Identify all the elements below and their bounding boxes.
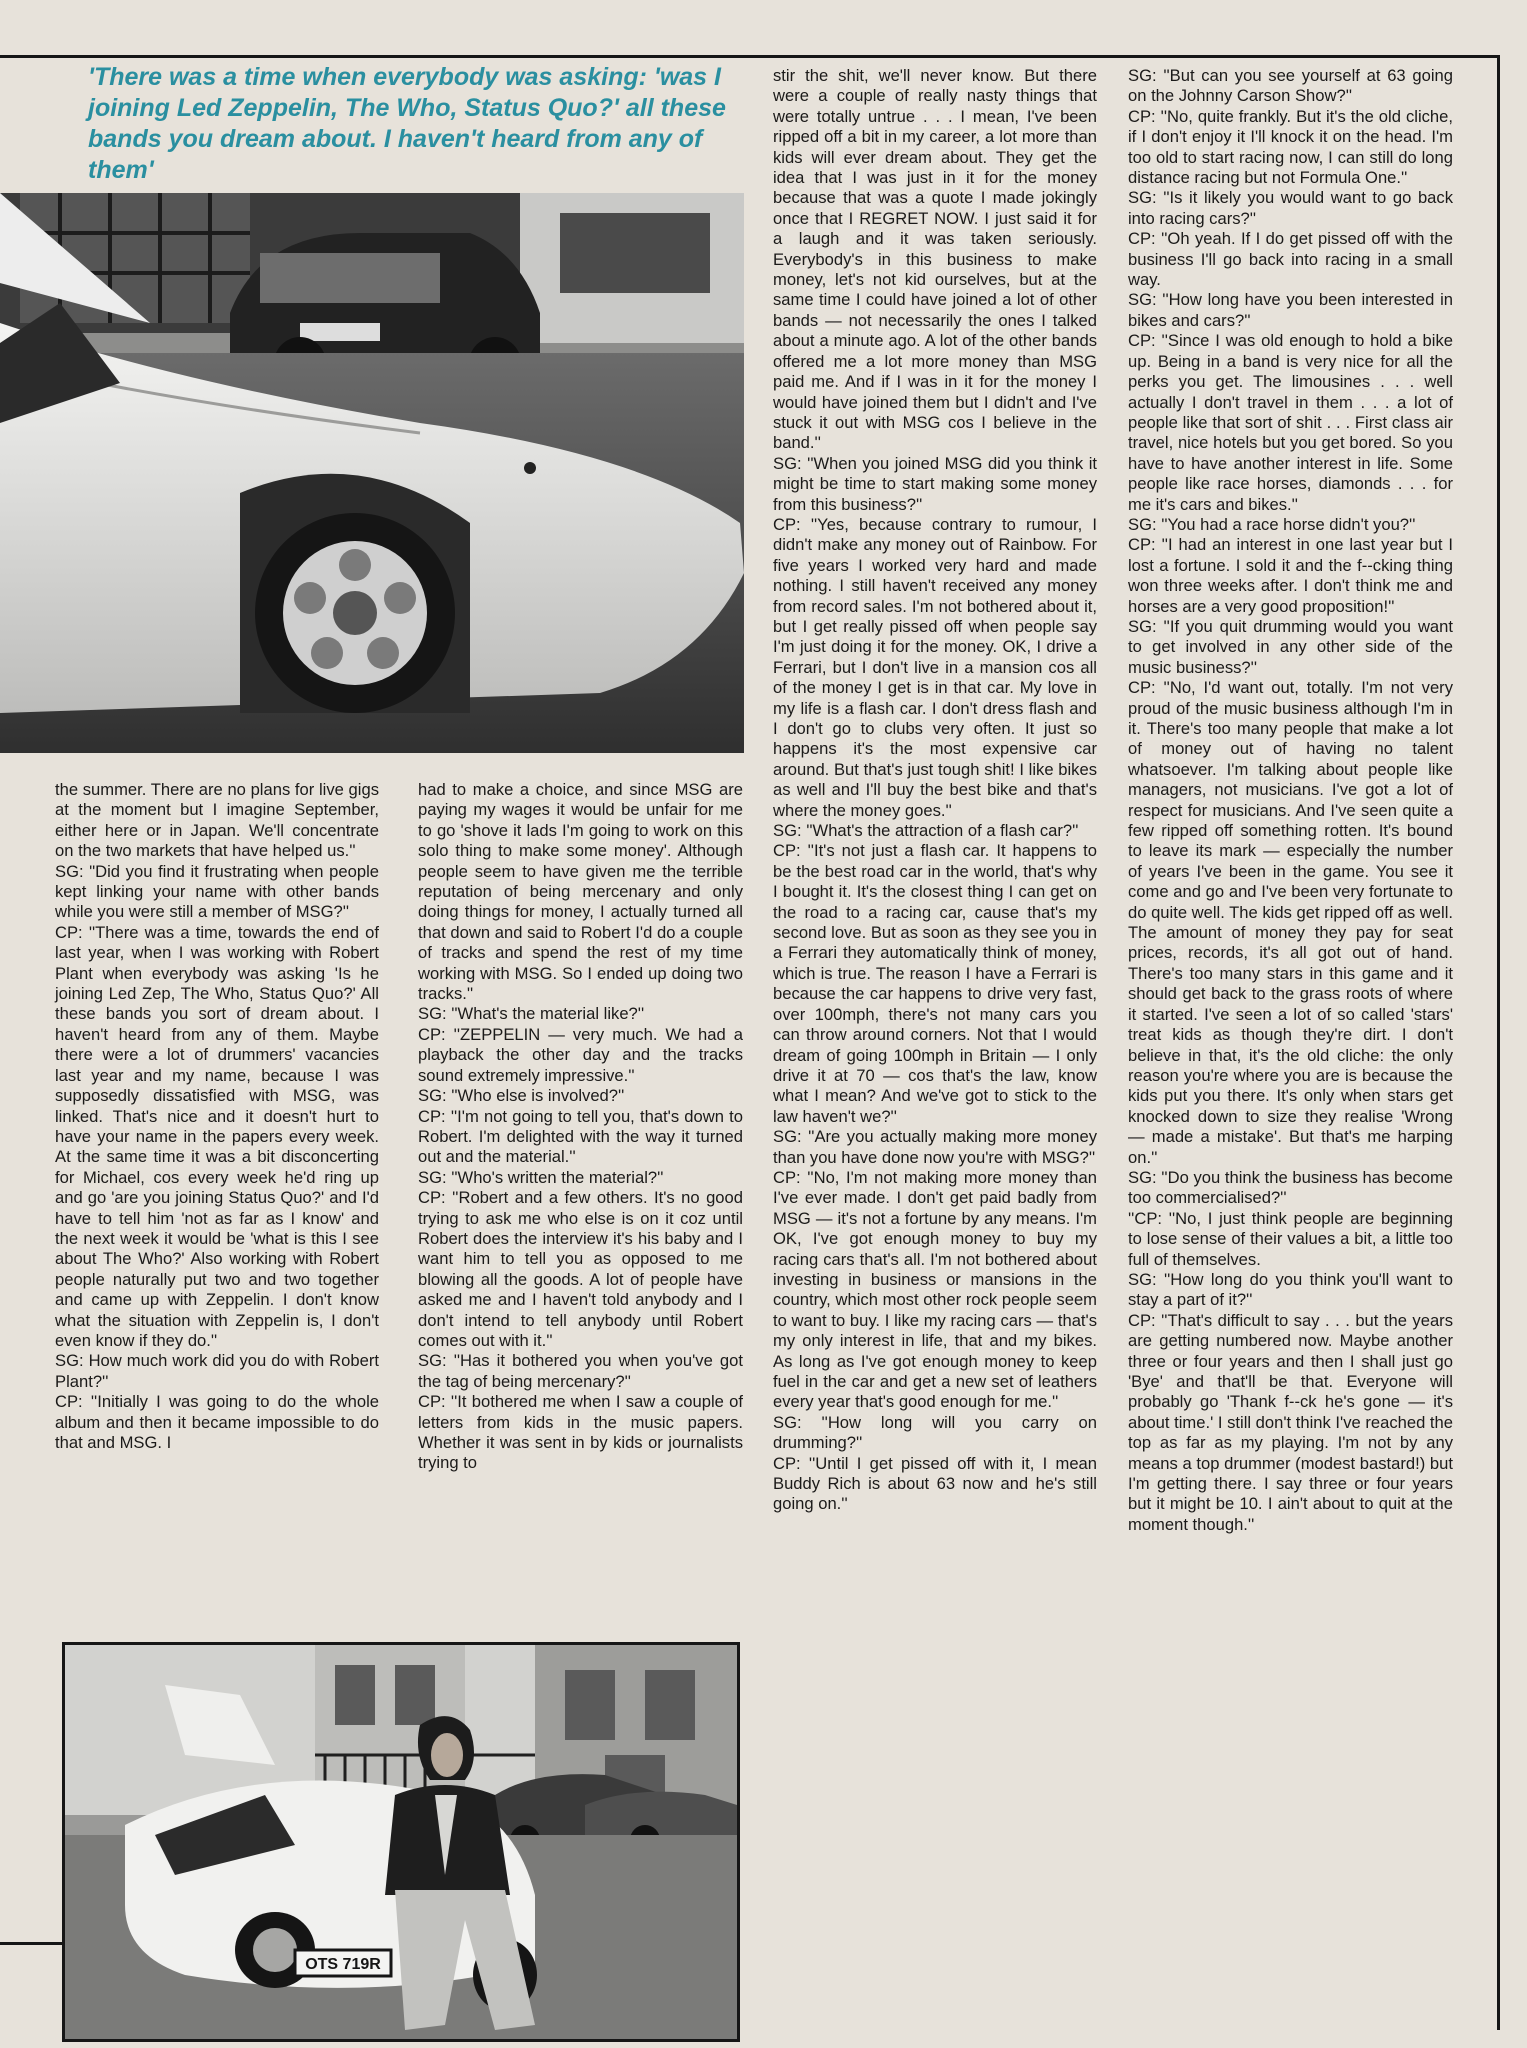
- paragraph: CP: ''Oh yeah. If I do get pissed off with the business I'll go back into racing in a small way.: [1128, 229, 1453, 290]
- paragraph: CP: ''I had an interest in one last year but I lost a fortune. I sold it and the f--cking thing won three weeks after. I don't think me and horses are a very good proposition!'': [1128, 535, 1453, 616]
- paragraph: SG: How much work did you do with Robert Plant?'': [55, 1351, 379, 1391]
- paragraph: SG: ''But can you see yourself at 63 going on the Johnny Carson Show?'': [1128, 66, 1453, 106]
- article-column-3: [773, 66, 1097, 1515]
- frame-rule-right: [1497, 55, 1500, 2030]
- paragraph: SG: ''Who's written the material?'': [418, 1167, 664, 1187]
- paragraph: CP: ''Initially I was going to do the whole album and then it became impossible to do that and MSG. I: [55, 1392, 379, 1452]
- pull-quote: 'There was a time when everybody was asking: 'was I joining Led Zeppelin, The Who, Status Quo?' all these bands you dream about. I haven't heard from any of them': [88, 63, 726, 184]
- paragraph: the summer. There are no plans for live gigs at the moment but I imagine September, either here or in Japan. We'll concentrate on the two markets that have helped us.'': [55, 780, 379, 861]
- paragraph: CP: ''No, I'm not making more money than I've ever made. I don't get paid badly from MSG — it's not a fortune by any means. I'm OK, I've got enough money to buy my racing cars that's all. I'm not bothered about investing in business or mansions in the country, which most other rock people seem to want to buy. I like my racing cars — that's my only interest in life, that and my bikes. As long as I've got enough money to keep fuel in the car and get a new set of leathers every year that's good enough for me.'': [773, 1167, 1097, 1412]
- paragraph: CP: ''That's difficult to say . . . but the years are getting numbered now. Maybe another three or four years and then I shall just go 'Bye' and that'll be that. Everyone will probably go 'Thank f--ck he's gone — it's about time.' I still don't think I've reached the top as far as my playing. I'm not by any means a top drummer (modest bastard!) but I'm getting there. I say three or four years but it might be 10. I ain't about to quit at the moment though.'': [1128, 1310, 1453, 1534]
- number-plate: OTS 719R: [305, 1956, 381, 1973]
- paragraph: CP: ''Since I was old enough to hold a bike up. Being in a band is very nice for all the perks you get. The limousines . . . well actually I don't travel in them . . . a lot of people like that sort of shit . . . First class air travel, nice hotels but you get bored. So you have to have another interest in life. Some people like race horses, diamonds . . . for me it's cars and bikes.'': [1128, 331, 1453, 514]
- paragraph: CP: ''Until I get pissed off with it, I mean Buddy Rich is about 63 now and he's still going on.'': [773, 1453, 1097, 1514]
- paragraph: SG: ''How long have you been interested in bikes and cars?'': [1128, 290, 1453, 330]
- frame-rule-top: [0, 55, 1500, 58]
- ferrari-photo-top: [0, 193, 744, 753]
- paragraph: SG: ''What's the attraction of a flash car?'': [773, 821, 1079, 841]
- article-column-1: [55, 780, 379, 1453]
- paragraph: ''CP: ''No, I just think people are beginning to lose sense of their values a bit, a little too full of themselves.: [1128, 1208, 1453, 1269]
- article-column-2: [418, 780, 743, 1474]
- paragraph: SG: ''You had a race horse didn't you?'': [1128, 514, 1416, 534]
- paragraph: CP: ''I'm not going to tell you, that's down to Robert. I'm delighted with the way it turned out and the material.'': [418, 1106, 743, 1167]
- paragraph: SG: ''When you joined MSG did you think it might be time to start making some money from this business?'': [773, 453, 1097, 514]
- paragraph: CP: ''Robert and a few others. It's no good trying to ask me who else is on it coz until Robert does the interview it's his baby and I want him to tell you as opposed to me blowing all the goods. A lot of people have asked me and I haven't told anybody and I don't intend to tell anybody until Robert comes out with it.'': [418, 1188, 743, 1350]
- paragraph: SG: ''How long will you carry on drumming?'': [773, 1412, 1097, 1453]
- frame-rule-bottom: [0, 1942, 70, 1945]
- paragraph: SG: ''What's the material like?'': [418, 1004, 645, 1024]
- ferrari-photo-bottom: [62, 1642, 740, 2042]
- ferrari-photo-bottom-graphic: [65, 1645, 737, 2039]
- ferrari-photo-top-graphic: [0, 193, 744, 753]
- paragraph: CP: ''Yes, because contrary to rumour, I didn't make any money out of Rainbow. For five years I worked very hard and made nothing. I still haven't received any money from record sales. I'm not bothered about it, but I get really pissed off when people say I'm just doing it for the money. OK, I drive a Ferrari, but I don't live in a mansion cos all of the money I get is in that car. My love in my life is a flash car. I don't dress flash and I don't go to clubs very often. It just so happens it's the most expensive car around. But that's just tough shit! I like bikes as well and I'll buy the best bike and that's where the money goes.'': [773, 514, 1097, 820]
- paragraph: SG: ''If you quit drumming would you want to get involved in any other side of the music business?'': [1128, 616, 1453, 677]
- paragraph: CP: ''There was a time, towards the end of last year, when I was working with Robert Plant when everybody was asking 'Is he joining Led Zep, The Who, Status Quo?' All these bands you sort of dream about. I haven't heard from any of them. Maybe there were a lot of drummers' vacancies last year and my name, because I was supposedly dissatisfied with MSG, was linked. That's nice and it doesn't hurt to have your name in the papers every week. At the same time it was a bit disconcerting for Michael, cos every week he'd ring up and go 'are you joining Status Quo?' and I'd have to tell him 'not as far as I know' and the next week it would be 'what is this I see about The Who?' Also working with Robert people naturally put two and two together and came up with Zeppelin. I don't know what the situation with Zeppelin is, I don't even know if they do.'': [55, 922, 379, 1350]
- paragraph: SG: ''How long do you think you'll want to stay a part of it?'': [1128, 1269, 1453, 1310]
- paragraph: stir the shit, we'll never know. But there were a couple of really nasty things that were totally untrue . . . I mean, I've been ripped off a bit in my career, a lot more than kids will ever dream about. They get the idea that I was just in it for the money because that was a quote I made jokingly once that I REGRET NOW. I just said it for a laugh and it was taken seriously. Everybody's in this business to make money, let's not kid ourselves, but at the same time I could have joined a lot of other bands — not necessarily the ones I talked about a minute ago. A lot of the other bands offered me a lot more money than MSG paid me. And if I was in it for the money I would have joined them but I didn't and I've stuck it out with MSG cos I believe in the band.'': [773, 66, 1097, 453]
- paragraph: SG: ''Do you think the business has become too commercialised?'': [1128, 1167, 1453, 1208]
- paragraph: had to make a choice, and since MSG are paying my wages it would be unfair for me to go 'shove it lads I'm going to work on this solo thing to make some money'. Although people seem to have given me the terrible reputation of being mercenary and only doing things for money, I actually turned all that down and said to Robert I'd do a couple of tracks and spend the rest of my time working with MSG. So I ended up doing two tracks.'': [418, 780, 743, 1004]
- paragraph: CP: ''ZEPPELIN — very much. We had a playback the other day and the tracks sound extremely impressive.'': [418, 1024, 743, 1085]
- paragraph: SG: ''Who else is involved?'': [418, 1086, 625, 1106]
- paragraph: CP: ''No, I'd want out, totally. I'm not very proud of the music business although I'm in it. There's too many people that make a lot of money out of having no talent whatsoever. I'm talking about people like managers, not musicians. I've got a lot of respect for musicians. And I've seen quite a few ripped off something rotten. It's bound to leave its mark — especially the number of years I've been in the game. You see it come and go and I've been very fortunate to do quite well. The kids get ripped off as well. The amount of money they pay for seat prices, records, it's all got out of hand. There's too many stars in this game and it should get back to the grass roots of where it started. I've seen a lot of so called 'stars' treat kids as though they're dirt. I don't believe in that, it's the old cliche: the only reason you're where you are is because the kids put you there. It's only when stars get knocked down to size they realise 'Wrong — made a mistake'. But that's me harping on.'': [1128, 678, 1453, 1167]
- paragraph: SG: ''Has it bothered you when you've got the tag of being mercenary?'': [418, 1351, 743, 1391]
- paragraph: SG: "Did you find it frustrating when people kept linking your name with other bands while you were still a member of MSG?'': [55, 861, 379, 922]
- paragraph: SG: ''Is it likely you would want to go back into racing cars?'': [1128, 188, 1453, 228]
- paragraph: CP: ''No, quite frankly. But it's the old cliche, if I don't enjoy it I'll knock it on the head. I'm too old to start racing now, I can still do long distance racing but not Formula One.'': [1128, 106, 1453, 188]
- paragraph: SG: ''Are you actually making more money than you have done now you're with MSG?'': [773, 1127, 1097, 1167]
- paragraph: CP: ''It's not just a flash car. It happens to be the best road car in the world, that's why I bought it. It's the closest thing I can get on the road to a racing car, cause that's my second love. But as soon as they see you in a Ferrari they automatically think of money, which is true. The reason I have a Ferrari is because the car happens to drive very fast, over 100mph, there's not many cars you can throw around corners. Not that I would dream of going 100mph in Britain — I only drive it at 70 — cos that's the law, know what I mean? And we've got to stick to the law haven't we?'': [773, 841, 1097, 1126]
- paragraph: CP: ''It bothered me when I saw a couple of letters from kids in the music papers. Whether it was sent in by kids or journalists trying to: [418, 1392, 743, 1473]
- article-column-4: [1128, 66, 1453, 1535]
